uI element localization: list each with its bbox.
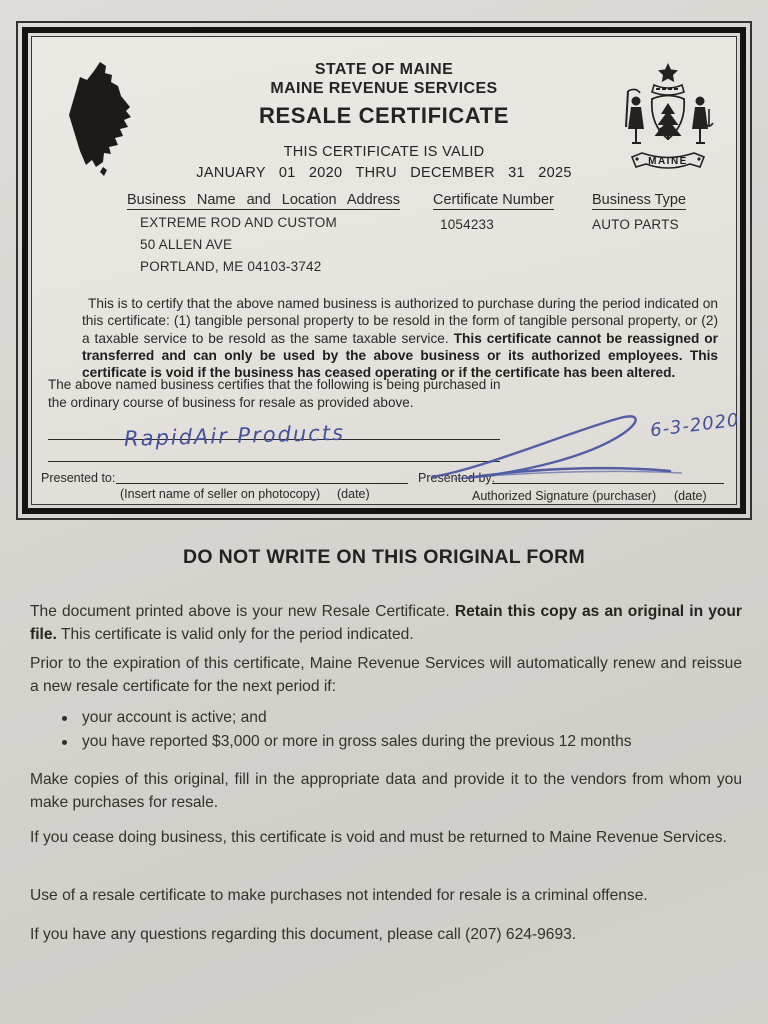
date-hint-left: (date) <box>337 487 370 501</box>
presented-by-line <box>492 483 724 484</box>
certificate-body <box>31 36 741 505</box>
purchase-statement-line-2: the ordinary course of business for resale as provided above. <box>48 395 414 410</box>
authorized-signature-hint: Authorized Signature (purchaser) <box>472 489 657 503</box>
column-certificate-number: Certificate Number <box>433 192 554 208</box>
bullet-gross-sales <box>62 733 632 751</box>
column-business-name-address: Business Name and Location Address <box>127 192 401 208</box>
column-business-type: Business Type <box>592 192 687 208</box>
certify-normal-text: This is to certify that the above named business is authorized to purchase during the period indicated on this certificate: (1) tangible personal property to be resold in the form of tangible personal property, or (2) a taxable service to be resold as the same taxable service. <box>82 296 718 346</box>
address-line-2: PORTLAND, ME 04103-3742 <box>140 259 322 274</box>
bullet-text: your account is active; and <box>82 709 267 726</box>
notice-paragraph-retain <box>30 601 742 646</box>
certificate-title: RESALE CERTIFICATE <box>259 103 509 128</box>
date-hint-right: (date) <box>674 489 707 503</box>
presented-to-label: Presented to: <box>41 471 116 485</box>
bullet-dot-icon <box>62 716 67 721</box>
notice-paragraph-offense: Use of a resale certificate to make purchases not intended for resale is a criminal offense. <box>30 887 648 904</box>
certificate-number: 1054233 <box>440 217 494 232</box>
purchase-statement-line-1: The above named business certifies that the following is being purchased in <box>48 377 501 392</box>
p1-rest: This certificate is valid only for the period indicated. <box>56 625 414 643</box>
address-line-1: 50 ALLEN AVE <box>140 237 233 252</box>
notice-paragraph-contact: If you have any questions regarding this document, please call (207) 624-9693. <box>30 926 577 943</box>
business-name: EXTREME ROD AND CUSTOM <box>140 215 337 230</box>
p1-normal: The document printed above is your new Resale Certificate. <box>30 603 455 620</box>
notice-paragraph-copies: Make copies of this original, fill in the appropriate data and provide it to the vendors from whom you make purchases for resale. <box>30 771 742 811</box>
bullet-dot-icon <box>62 740 67 745</box>
do-not-write-heading: DO NOT WRITE ON THIS ORIGINAL FORM <box>183 546 585 568</box>
p1-bold: Retain this copy as an original in your file. <box>30 603 743 643</box>
state-title: STATE OF MAINE <box>314 61 454 78</box>
valid-label: THIS CERTIFICATE IS VALID <box>283 144 485 160</box>
certify-bold-text: This certificate cannot be reassigned or transferred and can only be used by the above business or its authorized employees. This certificate is void if the business has ceased operating or if the certificate has been altered. <box>82 330 718 381</box>
notice-paragraph-renewal: Prior to the expiration of this certificate, Maine Revenue Services will automatically renew and reissue a new resale certificate for the next period if: <box>30 655 742 695</box>
seller-name-handwriting: RapidAir Products <box>123 420 346 451</box>
presented-by-label: Presented by: <box>418 471 496 485</box>
bullet-account-active <box>62 709 267 727</box>
business-type: AUTO PARTS <box>592 217 679 232</box>
notice-paragraph-cease: If you cease doing business, this certificate is void and must be returned to Maine Revenue Services. <box>30 829 727 846</box>
certification-paragraph <box>82 295 718 381</box>
agency-title: MAINE REVENUE SERVICES <box>270 80 498 97</box>
presented-to-line <box>116 483 408 484</box>
certificate-frame <box>16 21 752 520</box>
seller-hint: (Insert name of seller on photocopy) <box>120 487 321 501</box>
valid-period: JANUARY 01 2020 THRU DECEMBER 31 2025 <box>196 165 572 181</box>
svg-text:MAINE: MAINE <box>648 156 688 167</box>
handwritten-date: 6-3-2020 <box>649 409 741 442</box>
bullet-text: you have reported $3,000 or more in gross sales during the previous 12 months <box>82 733 632 750</box>
certificate-frame-band <box>22 27 746 514</box>
